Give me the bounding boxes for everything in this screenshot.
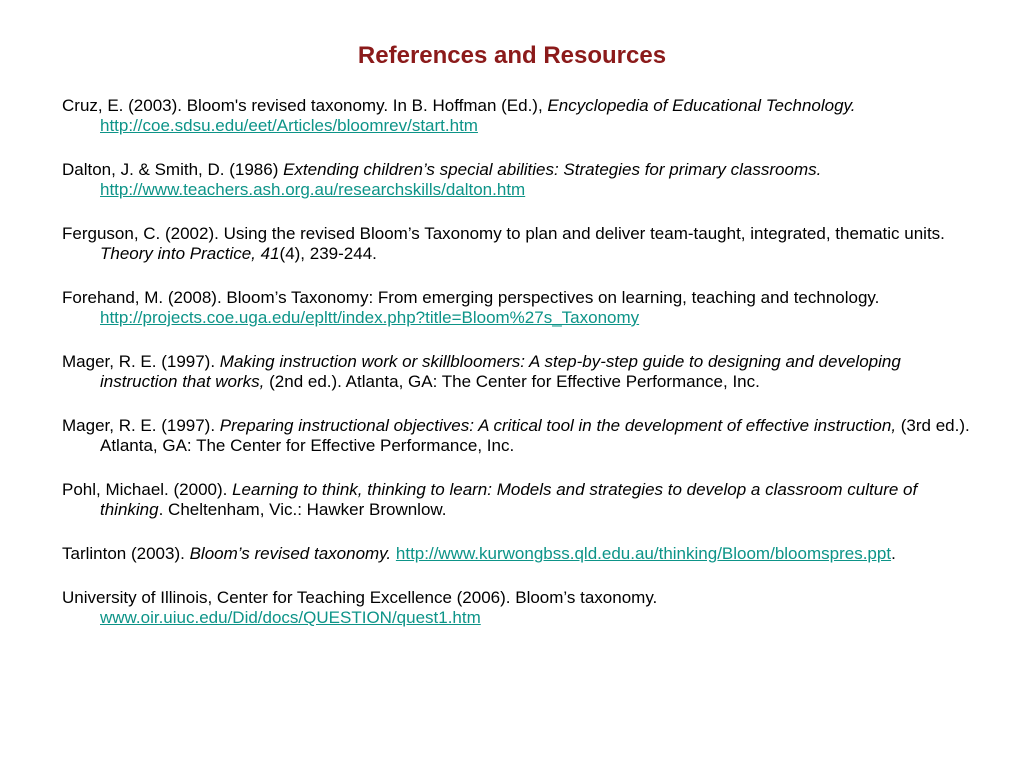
reference-link[interactable]: http://www.teachers.ash.org.au/researchskills/dalton.htm [100,180,526,199]
reference-italic-title: Theory into Practice, 41 [100,244,280,263]
reference-end: . [891,544,896,563]
reference-text: Tarlinton (2003). [62,544,190,563]
reference-italic-title: Encyclopedia of Educational Technology. [547,96,856,115]
reference-text-after: (4), 239-244. [279,244,377,263]
reference-text: Ferguson, C. (2002). Using the revised Bloom’s Taxonomy to plan and deliver team-taught, integrated, thematic units. [62,224,945,243]
reference-list [62,96,982,652]
reference-item [62,416,982,456]
reference-italic-title: Bloom’s revised taxonomy. [189,544,392,563]
reference-item [62,480,982,520]
reference-link[interactable]: www.oir.uiuc.edu/Did/docs/QUESTION/quest1.htm [100,608,481,627]
reference-italic-title: Learning to think, thinking to learn: Models and strategies to develop a classroom culture of thinking [100,480,918,519]
reference-text-after: (3rd ed.). Atlanta, GA: The Center for Effective Performance, Inc. [100,416,970,455]
reference-text: University of Illinois, Center for Teaching Excellence (2006). Bloom’s taxonomy. [62,588,658,607]
reference-item [62,544,982,564]
reference-text-after: (2nd ed.). Atlanta, GA: The Center for Effective Performance, Inc. [264,372,760,391]
reference-italic-title: Preparing instructional objectives: A critical tool in the development of effective instruction, [219,416,897,435]
reference-text: Pohl, Michael. (2000). [62,480,233,499]
reference-link[interactable]: http://coe.sdsu.edu/eet/Articles/bloomrev/start.htm [100,116,478,135]
reference-italic-title: Making instruction work or skillbloomers: A step-by-step guide to designing and developing instruction that works, [100,352,901,391]
reference-link[interactable]: http://www.kurwongbss.qld.edu.au/thinking/Bloom/bloomspres.ppt [395,544,892,563]
reference-text: Forehand, M. (2008). Bloom’s Taxonomy: From emerging perspectives on learning, teaching and technology. [62,288,880,307]
reference-item [62,160,982,200]
reference-text: Cruz, E. (2003). Bloom's revised taxonomy. In B. Hoffman (Ed.), [62,96,548,115]
reference-item [62,352,982,392]
reference-item [62,588,982,628]
reference-text-after: . Cheltenham, Vic.: Hawker Brownlow. [158,500,447,519]
reference-item [62,288,982,328]
reference-item [62,96,982,136]
reference-text: Mager, R. E. (1997). [62,416,220,435]
reference-italic-title: Extending children’s special abilities: Strategies for primary classrooms. [283,160,822,179]
slide-title: References and Resources [357,42,667,69]
reference-text: Mager, R. E. (1997). [62,352,220,371]
reference-text: Dalton, J. & Smith, D. (1986) [62,160,284,179]
reference-link[interactable]: http://projects.coe.uga.edu/epltt/index.php?title=Bloom%27s_Taxonomy [100,308,640,327]
reference-item [62,224,982,264]
